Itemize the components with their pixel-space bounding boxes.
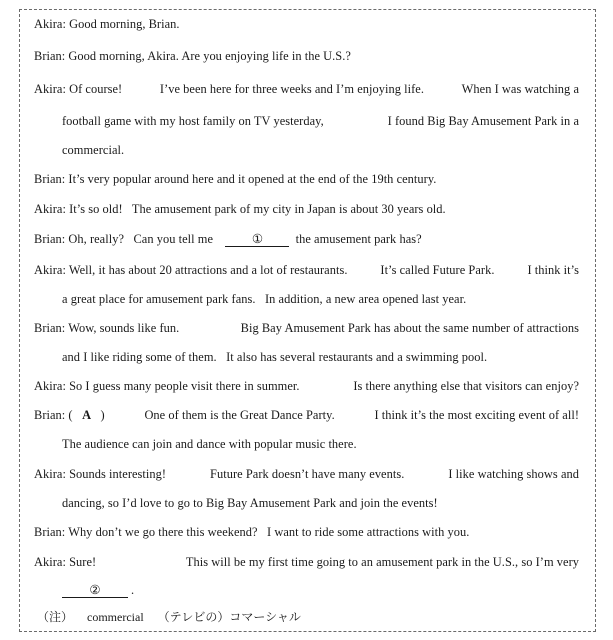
dialogue-line-12: and I like riding some of them. It also has several restaurants and a swimming pool. [62, 350, 488, 364]
dialogue-line-20 [62, 582, 134, 598]
line-11-part-2: Big Bay Amusement Park has about the same number of attractions [240, 321, 579, 335]
line-14-part-1: One of them is the Great Dance Party. [144, 408, 335, 422]
dialogue-line-13 [34, 378, 579, 394]
footnote-marker: （注） [37, 610, 74, 624]
dialogue-line-17: dancing, so I’d love to go to Big Bay Amusement Park and join the events! [62, 496, 438, 510]
dialogue-line-6: Brian: It’s very popular around here and it opened at the end of the 19th century. [34, 172, 437, 186]
dialogue-line-19 [34, 554, 579, 570]
line-13-part-1: Akira: So I guess many people visit there in summer. [34, 379, 300, 393]
line-16-part-1: Akira: Sounds interesting! [34, 467, 167, 481]
dialogue-line-15: The audience can join and dance with popular music there. [62, 437, 357, 451]
line-20-end: . [131, 583, 135, 597]
line-3-part-2: I’ve been here for three weeks and I’m enjoying life. [159, 82, 425, 96]
line-9-part-1: Akira: Well, it has about 20 attractions and a lot of restaurants. [34, 263, 348, 277]
line-9-part-3: I think it’s [527, 263, 579, 277]
dialogue-line-2: Brian: Good morning, Akira. Are you enjoying life in the U.S.? [34, 49, 351, 63]
line-8-before: Brian: Oh, really? Can you tell me [34, 232, 214, 246]
line-3-part-1: Akira: Of course! [34, 82, 123, 96]
line-19-part-2: This will be my first time going to an amusement park in the U.S., so I’m very [185, 555, 579, 569]
line-14-part-2: I think it’s the most exciting event of all! [374, 408, 579, 422]
footnote-gloss: （テレビの）コマーシャル [157, 610, 301, 624]
dialogue-line-11 [34, 320, 579, 336]
dialogue-line-5: commercial. [62, 143, 125, 157]
blank-a: A [82, 408, 92, 422]
line-13-part-2: Is there anything else that visitors can enjoy? [353, 379, 579, 393]
line-16-part-2: Future Park doesn’t have many events. [210, 467, 405, 481]
dialogue-line-4 [62, 113, 579, 129]
line-19-part-1: Akira: Sure! [34, 555, 97, 569]
dialogue-line-18: Brian: Why don’t we go there this weekend? I want to ride some attractions with you. [34, 525, 470, 539]
dialogue-line-14 [34, 407, 579, 423]
blank-2: ② [62, 584, 128, 598]
line-14-close: ) [100, 408, 105, 422]
line-3-part-3: When I was watching a [461, 82, 579, 96]
dialogue-line-9 [34, 262, 579, 278]
dialogue-line-16 [34, 466, 579, 482]
line-14-lead [34, 407, 105, 423]
line-11-part-1: Brian: Wow, sounds like fun. [34, 321, 180, 335]
dialogue-line-3 [34, 81, 579, 97]
line-4-part-1: football game with my host family on TV yesterday, [62, 114, 324, 128]
blank-1: ① [225, 233, 289, 247]
line-9-part-2: It’s called Future Park. [380, 263, 495, 277]
dialogue-line-1: Akira: Good morning, Brian. [34, 17, 180, 31]
footnote-term: commercial [87, 610, 144, 624]
line-16-part-3: I like watching shows and [448, 467, 579, 481]
dialogue-line-10: a great place for amusement park fans. In addition, a new area opened last year. [62, 292, 467, 306]
line-8-after: the amusement park has? [295, 232, 422, 246]
line-4-part-2: I found Big Bay Amusement Park in a [387, 114, 579, 128]
dialogue-line-8 [34, 231, 422, 247]
footnote [37, 609, 315, 625]
line-14-open: Brian: ( [34, 408, 73, 422]
dialogue-line-7: Akira: It’s so old! The amusement park of my city in Japan is about 30 years old. [34, 202, 446, 216]
